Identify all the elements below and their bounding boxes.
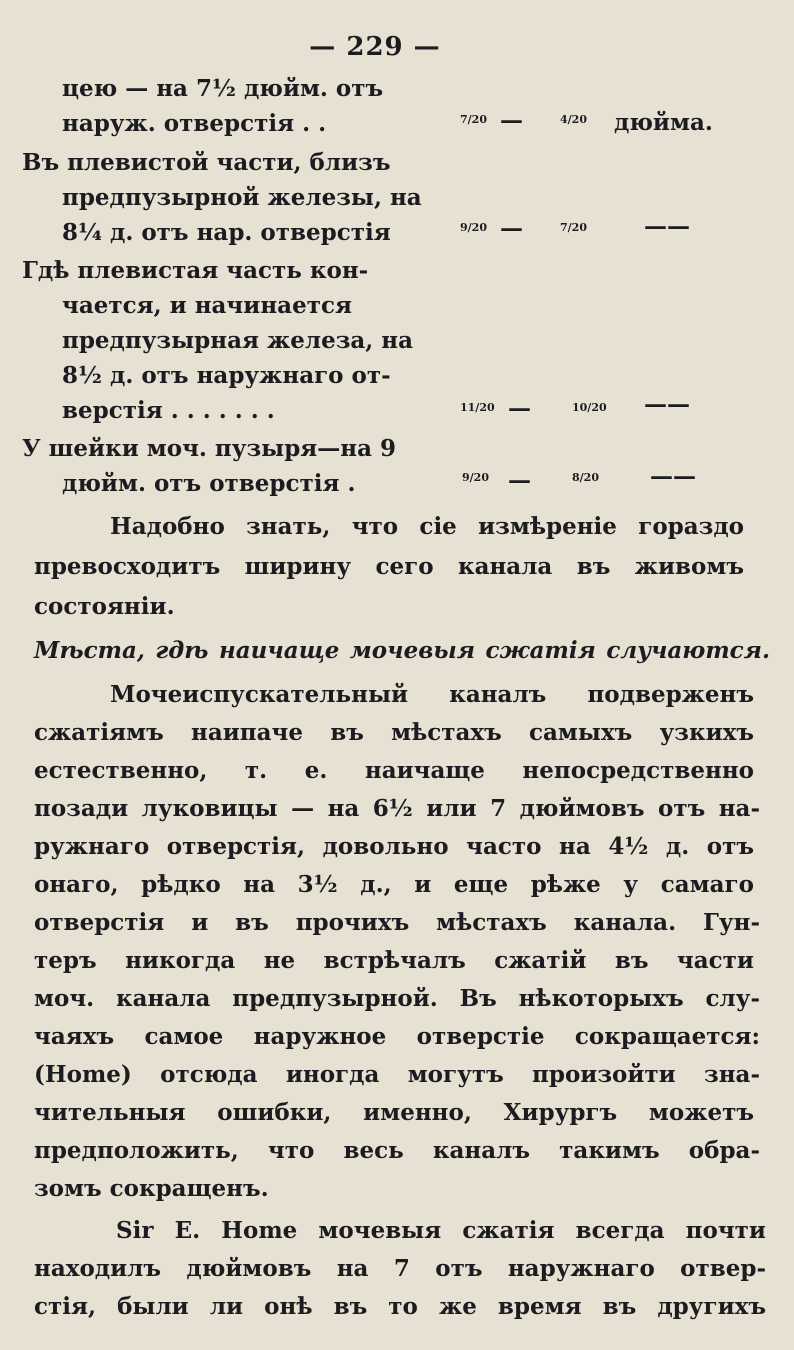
text-line: Надобно знать, что сіе измѣреніе гораздо — [110, 513, 744, 540]
text-line: зомъ сокращенъ. — [34, 1175, 269, 1202]
text-line: состояніи. — [34, 593, 175, 620]
section-heading: Мѣста, гдѣ наичаще мочевыя сжатія случаются. — [34, 637, 770, 664]
fraction-to: 4/20 — [560, 113, 587, 126]
fraction-from: 9/20 — [460, 221, 487, 234]
row-text-line: У шейки моч. пузыря—на 9 — [22, 435, 397, 462]
row-text-line: дюйм. отъ отверстія . — [62, 470, 356, 497]
range-dash: — — [500, 215, 523, 242]
text-line: позади луковицы — на 6½ или 7 дюймовъ отъ на- — [34, 795, 760, 822]
text-line: онаго, рѣдко на 3½ д., и еще рѣже у самаго — [34, 871, 754, 898]
unit-label: дюйма. — [614, 109, 713, 136]
fraction-from: 7/20 — [460, 113, 487, 126]
row-text-line: наруж. отверстія . . — [62, 110, 327, 137]
text-line: чаяхъ самое наружное отверстіе сокращается: — [34, 1023, 760, 1050]
row-text-line: Гдѣ плевистая часть кон- — [22, 257, 369, 284]
fraction-to: 7/20 — [560, 221, 587, 234]
fraction-from: 9/20 — [462, 471, 489, 484]
text-line: моч. канала предпузырной. Въ нѣкоторыхъ слу- — [34, 985, 760, 1012]
row-text-line: 8¼ д. отъ нар. отверстія — [62, 219, 391, 246]
text-line: Sir E. Home мочевыя сжатія всегда почти — [116, 1217, 766, 1244]
text-line: сжатіямъ наипаче въ мѣстахъ самыхъ узкихъ — [34, 719, 754, 746]
row-text-line: Въ плевистой части, близъ — [22, 149, 391, 176]
range-dash: — — [508, 467, 531, 494]
row-text-line: предпузырной железы, на — [62, 184, 422, 211]
text-line: ружнаго отверстія, довольно часто на 4½ д. отъ — [34, 833, 754, 860]
row-text-line: предпузырная железа, на — [62, 327, 414, 354]
ditto-mark: —— — [644, 213, 690, 240]
text-line: естественно, т. е. наичаще непосредственно — [34, 757, 754, 784]
page-number: — 229 — — [309, 32, 441, 62]
text-line: превосходитъ ширину сего канала въ живомъ — [34, 553, 744, 580]
range-dash: — — [500, 107, 523, 134]
text-line: теръ никогда не встрѣчалъ сжатій въ части — [34, 947, 754, 974]
text-line: предположить, что весь каналъ такимъ обра- — [34, 1137, 760, 1164]
ditto-mark: —— — [644, 391, 690, 418]
text-line: отверстія и въ прочихъ мѣстахъ канала. Гун- — [34, 909, 760, 936]
text-line: находилъ дюймовъ на 7 отъ наружнаго отвер- — [34, 1255, 766, 1282]
row-text-line: верстія . . . . . . . — [62, 397, 275, 424]
text-line: чительныя ошибки, именно, Хирургъ можетъ — [34, 1099, 754, 1126]
text-line: Мочеиспускательный каналъ подверженъ — [110, 681, 754, 708]
range-dash: — — [508, 395, 531, 422]
fraction-to: 8/20 — [572, 471, 599, 484]
row-text-line: 8½ д. отъ наружнаго от- — [62, 362, 391, 389]
row-text-line: цею — на 7½ дюйм. отъ — [62, 75, 384, 102]
fraction-from: 11/20 — [460, 401, 495, 414]
ditto-mark: —— — [650, 463, 696, 490]
text-line: (Home) отсюда иногда могутъ произойти зна- — [34, 1061, 760, 1088]
text-line: стія, были ли онѣ въ то же время въ другихъ — [34, 1293, 766, 1320]
row-text-line: чается, и начинается — [62, 292, 352, 319]
fraction-to: 10/20 — [572, 401, 607, 414]
